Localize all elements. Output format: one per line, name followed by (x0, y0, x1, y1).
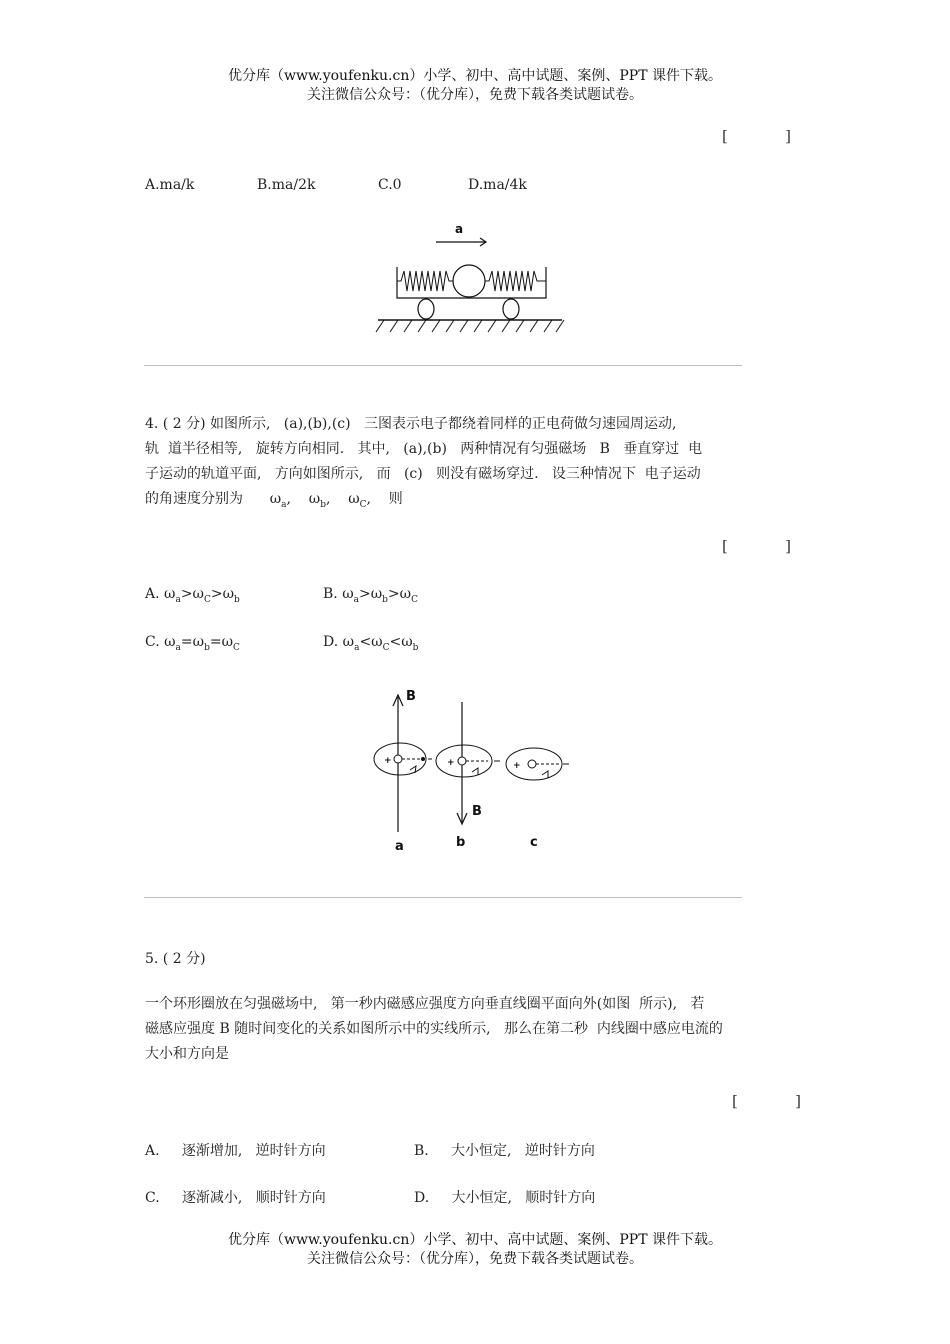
left-spring (397, 271, 453, 291)
svg-text:+: + (513, 761, 521, 771)
q4-line-4: 的角速度分别为 $\omega_a$, $\omega_b$, $\omega_C$, 则 (145, 491, 403, 510)
right-wheel (503, 299, 519, 319)
q5-option-b: B. 大小恒定, 逆时针方向 (414, 1143, 595, 1159)
q4-question (145, 412, 805, 518)
q3-option-d: D.ma/4k (468, 177, 527, 193)
q4-option-d: D. $\omega_a<\omega_C<\omega_b$ (323, 634, 419, 653)
q4-option-c: C. $\omega_a=\omega_b=\omega_C$ (145, 634, 240, 653)
right-spring (485, 271, 546, 291)
q5-title: 5. ( 2 分) (145, 951, 206, 967)
q4-line-1: 4. ( 2 分) 如图所示, (a),(b),(c) 三图表示电子都绕着同样的正电荷做匀速园周运动, (145, 416, 677, 432)
q3-option-c: C.0 (378, 177, 402, 193)
svg-text:+: + (447, 758, 455, 768)
acceleration-arrow (436, 238, 486, 246)
q3-option-b: B.ma/2k (257, 177, 316, 193)
b-field-label-top: B (406, 689, 416, 704)
ground-hatching (376, 320, 564, 332)
q5-option-a: A. 逐渐增加, 逆时针方向 (145, 1143, 326, 1159)
orbit-a (374, 689, 432, 854)
footer-line-1: 优分库（www.youfenku.cn）小学、初中、高中试题、案例、PPT 课件下载。 (227, 1232, 722, 1248)
divider-1 (144, 365, 742, 366)
q5-line-3: 大小和方向是 (145, 1046, 229, 1062)
left-wheel (418, 299, 434, 319)
answer-bracket-q5: [ ] (732, 1092, 801, 1110)
q3-option-a: A.ma/k (145, 177, 195, 193)
q4-option-b: B. $\omega_a>\omega_b>\omega_C$ (323, 586, 418, 605)
label-c: c (530, 835, 538, 850)
q4-line-2: 轨 道半径相等, 旋转方向相同. 其中, (a),(b) 两种情况有匀强磁场 B 垂直穿过 电 (145, 441, 703, 457)
header-line-1: 优分库（www.youfenku.cn）小学、初中、高中试题、案例、PPT 课件下载。 (227, 68, 722, 84)
answer-bracket-q4: [ ] (722, 537, 791, 555)
answer-bracket: [ ] (722, 127, 791, 145)
q4-line-3: 子运动的轨道平面, 方向如图所示, 而 (c) 则没有磁场穿过. 设三种情况下 电子运动 (145, 466, 701, 482)
q5-line-2: 磁感应强度 B 随时间变化的关系如图所示中的实线所示, 那么在第二秒 内线圈中感应电流的 (145, 1021, 723, 1037)
orbit-c (506, 748, 569, 850)
divider-2 (144, 897, 742, 898)
q5-question (145, 992, 805, 1067)
orbit-b (436, 702, 500, 850)
header-line-2: 关注微信公众号：（优分库），免费下载各类试题试卷。 (307, 87, 643, 103)
b-field-label-bottom: B (472, 804, 482, 819)
q5-option-c: C. 逐渐减小, 顺时针方向 (145, 1190, 326, 1206)
electron-orbit-figure (360, 682, 590, 857)
label-a: a (395, 839, 404, 854)
mass-ball (453, 265, 485, 297)
acceleration-label: a (455, 222, 464, 236)
q4-option-a: A. $\omega_a>\omega_C>\omega_b$ (145, 586, 240, 605)
label-b: b (456, 835, 466, 850)
q5-line-1: 一个环形圈放在匀强磁场中, 第一秒内磁感应强度方向垂直线圈平面向外(如图 所示), 若 (145, 996, 705, 1012)
footer-line-2: 关注微信公众号：（优分库），免费下载各类试题试卷。 (307, 1251, 643, 1267)
svg-text:+: + (384, 756, 392, 766)
spring-cart-figure (370, 215, 570, 340)
q5-option-d: D. 大小恒定, 顺时针方向 (414, 1190, 596, 1206)
